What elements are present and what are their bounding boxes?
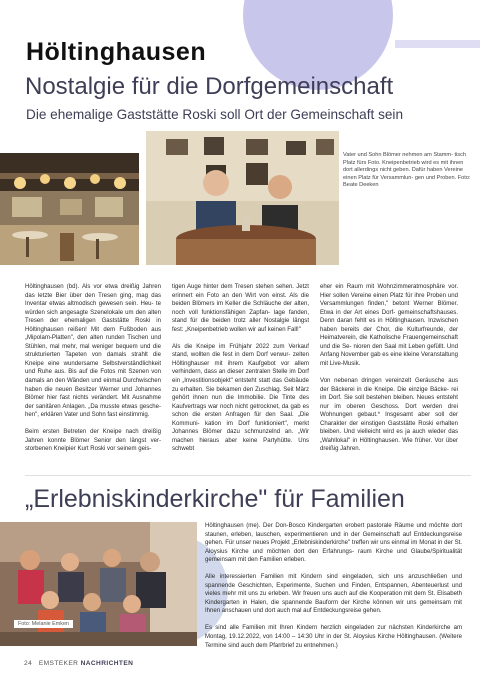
photo-credit: Foto: Melanie Emken xyxy=(14,620,73,628)
column-1-paragraph-2: Beim ersten Betreten der Kneipe nach dreißig Jahren konnte Blömer Senior den längst ver- storbenen Kneipier Kurt Roski vor seinem geis- xyxy=(25,429,161,453)
decorative-strip xyxy=(395,40,480,48)
second-article-body xyxy=(205,522,462,659)
publication-name-light: EMSTEKER xyxy=(38,660,79,667)
section-divider xyxy=(25,475,471,476)
column-3-paragraph-1: eher ein Raum mit Wohnzimmeratmosphäre vor. Hier sollen Vereine einen Platz für ihre Proben und Versammlungen finden," betont Werner Blömer. Etwa in der Art eines Dorf- gemeinschaftshauses. Denn daran fehlt es in Höltinghausen. Inzwischen haben bereits der Chor, die Kulturfreunde, der Heimatverein, die Katholische Frauengemeinschaft und die Se- nioren den Saal mit Leben gefüllt. Und Anfang November gab es eine kleine Veranstaltung mit Live-Musik. xyxy=(320,284,458,367)
second-article-paragraph-2: Alle interessierten Familien mit Kindern sind eingeladen, sich uns anzuschließen und spannende Geschichten, Experimente, Suchen und Finden, Entspannen, Abenteuerlust und vieles mehr mit uns zu erleben. Wir freuen uns auch auf die Kooperation mit dem St. Elisabeth Kindergarten in Halen, die spannende Bauform der Kirche können wir uns gemeinsam mit Ihnen anschauen und dort auch mal auf Entdeckungsreise gehen. xyxy=(205,574,462,615)
column-2-paragraph-2: Als die Kneipe im Frühjahr 2022 zum Verkauf stand, wollten die fest in dem Dorf verwur- zelten Höltinghauser mit ihrem Kaufgebot vor allem verhindern, dass an dieser zentralen Stelle im Dorf ein „Investitionsobjekt" entsteht statt das Gebäude zu erhalten. Sie bekamen den Zuschlag. Seit März gehört ihnen nun die Immobilie. Die Tinte des Kaufvertrags war noch nicht getrocknet, da gab es schon die ersten Anfragen für den Saal. „Die Kommuni- kation im Dorf funktioniert", merkt Johannes Blömer dazu schmunzelnd an. „Wir machen hieraus aber keine Partyhütte. Uns schwebt xyxy=(172,343,309,453)
column-1-paragraph-1: Höltinghausen (bd). Als vor etwa dreißig Jahren das letzte Bier über den Tresen ging, mag das Inventar etwas altmodisch gewesen sein. Heu- te würden sich angesagte Szenelokale um den alten Tresen der ehemaligen Gaststätte Roski in Höltinghausen reißen! Mit dem Fußboden aus „Mipolam-Platten", den alten runden Tischen und Stühlen, mal mehr, mal weniger bequem und die strukturierten Tapeten von damals strahlt die Kneipe eine wundersame Selbstverständlichkeit und Ruhe aus. Bis auf die Fotos mit Szenen von damals an den Wänden und einmal Durchwischen haben die neuen Besitzer Werner und Johannes Blömer hier fast nichts verändert. Mit Ausnahme der sanitären Anlagen. „Da musste etwas gesche- hen", erklären Vater und Sohn fast einstimmig. xyxy=(25,284,161,419)
page-number: 24 xyxy=(24,660,33,667)
column-2-paragraph-1: tigen Auge hinter dem Tresen stehen sehen. Jetzt erinnert ein Foto an den Wirt von einst. Als die beiden Blömers im Keller die Schläuche der alten, noch voll funktionsfähigen Zapfan- lage fanden, stand für die beiden trotz aller Nostalgie längst fest: „Kneipenbetrieb wollen wir auf keinen Fall!" xyxy=(172,284,309,333)
article-column-1 xyxy=(25,283,161,462)
article-title: Nostalgie für die Dorfgemeinschaft xyxy=(25,73,394,100)
bloemer-father-son-photo xyxy=(146,131,339,265)
second-article-title: „Erlebniskinderkirche" für Familien xyxy=(25,485,405,513)
article-column-2 xyxy=(172,283,309,462)
second-article-paragraph-1: Höltinghausen (me). Der Don-Bosco Kindergarten erobert pastorale Räume und möchte dort staunen, erleben, lauschen, experimentieren und in der Gemeinschaft auf Entdeckungsreise gehen. Für unser neues Projekt „Erlebniskinderkirche" treffen wir uns einmal im Monat in der St. Aloysius Kirche und möchten dort den Erfahrungs- raum Kirche und Glaube/Spiritualität gemeinsam mit den Familien erleben. xyxy=(205,523,462,564)
publication-name-bold: NACHRICHTEN xyxy=(80,660,134,667)
pub-interior-photo xyxy=(0,153,139,265)
photo-caption: Vater und Sohn Blömer nehmen am Stamm- tisch Platz fürs Foto. Kneipenbetrieb wird es mit ihnen dort allerdings nicht geben. Dafür haben Vereine einen Platz für Versammlun- gen und Proben. Foto: Beate Deeken xyxy=(343,152,471,189)
article-subtitle: Die ehemalige Gaststätte Roski soll Ort der Gemeinschaft sein xyxy=(26,107,404,122)
column-3-paragraph-2: Von nebenan dringen vereinzelt Geräusche aus der Bäckerei in die Kneipe. Die einzige Bäcke- rei im Dorf. Sie soll bestehen bleiben. Neues entsteht nur im oberen Geschoss. Dort werden drei Wohnungen gebaut.* Insgesamt aber soll der Charakter der einstigen Gaststätte Roski erhalten bleiben. Und vielleicht wird es ja auch wieder das „Wahllokal" in Höltinghausen. Wie früher. Vor über dreißig Jahren. xyxy=(320,377,458,453)
section-heading: Höltinghausen xyxy=(26,38,207,66)
second-article-paragraph-3: Es sind alle Familien mit Ihren Kindern herzlich eingeladen zur nächsten Kinderkirche am Montag, 19.12.2022, von 14:00 – 14:30 Uhr in der St. Aloysius Kirche Höltinghausen. (Weitere Termine sind auch dem Pfarrbrief zu entnehmen.) xyxy=(205,625,462,649)
article-column-3 xyxy=(320,283,458,462)
page-footer xyxy=(24,660,133,667)
